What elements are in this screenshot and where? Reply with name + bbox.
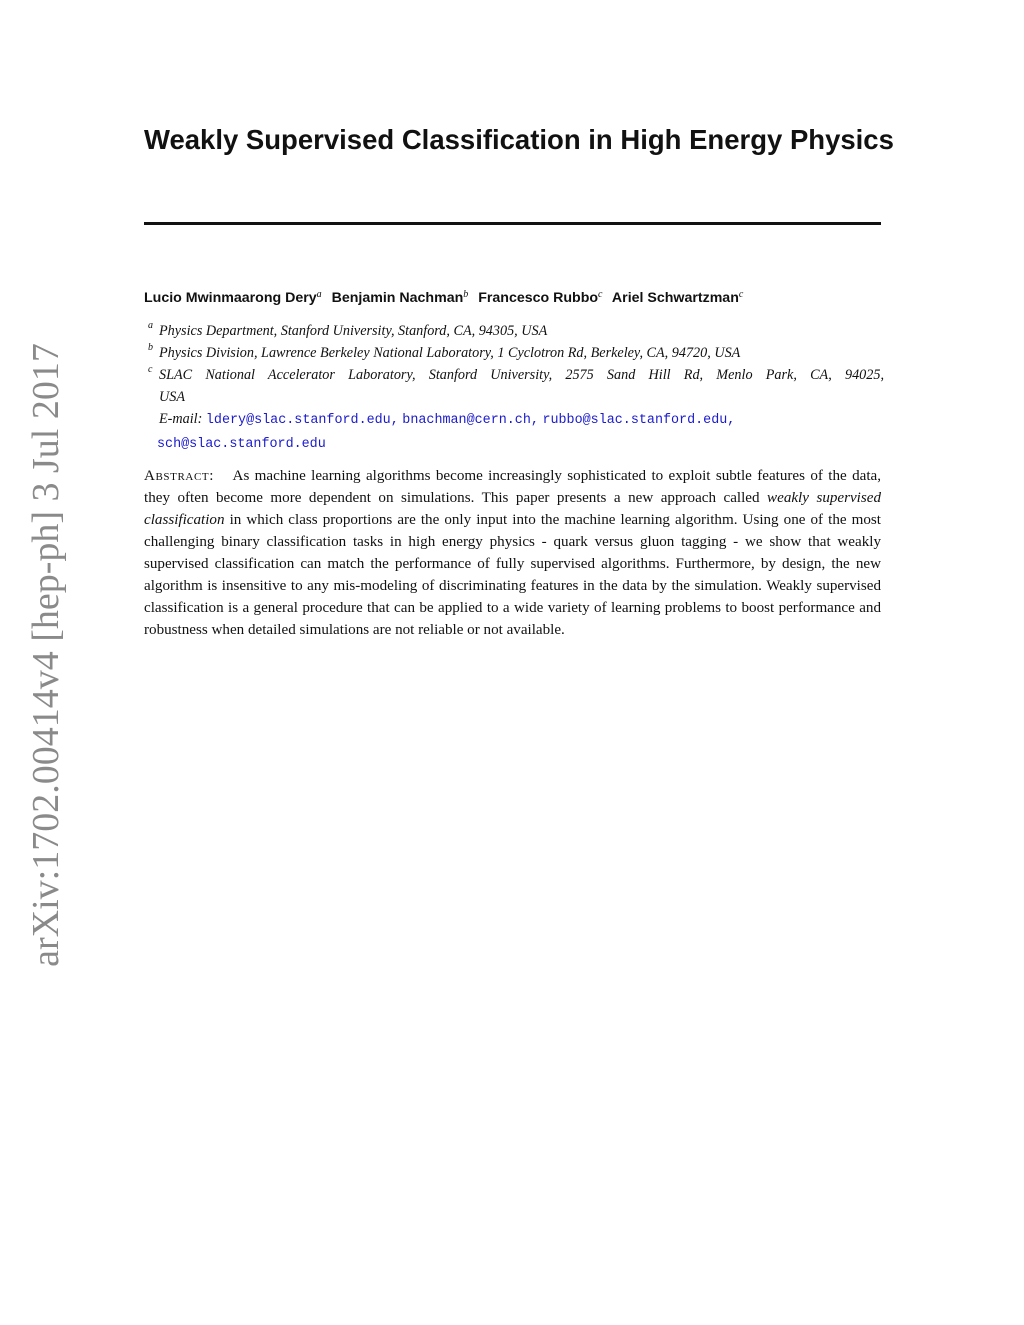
author-name: Benjamin Nachman: [331, 290, 464, 306]
author-name: Lucio Mwinmaarong Dery: [144, 290, 317, 306]
email-line: [148, 408, 884, 432]
abstract-text: As machine learning algorithms become increasingly sophisticated to exploit subtle features of the data, they often become more dependent on simulations. This paper presents a new approach called: [144, 468, 881, 506]
email-label: E-mail:: [159, 411, 203, 427]
affiliation-mark: c: [598, 289, 603, 300]
abstract: [144, 465, 881, 641]
affiliation-text: Physics Department, Stanford University, Stanford, CA, 94305, USA: [159, 323, 548, 339]
email-link[interactable]: rubbo@slac.stanford.edu,: [542, 413, 736, 428]
paper-title: Weakly Supervised Classification in High Energy Physics: [144, 124, 894, 155]
title-rule: [144, 222, 881, 225]
affiliation-mark: c: [738, 289, 744, 300]
abstract-text-continued: in which class proportions are the only input into the machine learning algorithm. Using one of the most challenging binary classification tasks in high energy physics - quark versus gluon tagging - we show that weakly supervised classification can match the performance of fully supervised algorithms. Furthermore, by design, the new algorithm is insensitive to any mis-modeling of discriminating features in the data by the simulation. Weakly supervised classification is a general procedure that can be applied to a wide variety of learning problems to boost performance and robustness when detailed simulations are not reliable or not available.: [144, 512, 881, 638]
affiliation-item: a Physics Department, Stanford University, Stanford, CA, 94305, USA: [148, 320, 548, 339]
affiliation-mark: a: [316, 289, 322, 300]
email-link[interactable]: sch@slac.stanford.edu: [157, 437, 326, 452]
author-list: [144, 290, 884, 306]
email-link[interactable]: bnachman@cern.ch,: [402, 413, 539, 428]
email-line-continued: [148, 432, 884, 456]
affiliation-text-continued: USA: [159, 389, 186, 405]
author-name: Ariel Schwartzman: [611, 290, 739, 306]
affiliations: [148, 320, 884, 456]
arxiv-identifier-stamp: arXiv:1702.00414v4 [hep-ph] 3 Jul 2017: [25, 343, 67, 967]
author-name: Francesco Rubbo: [478, 290, 599, 306]
abstract-label: Abstract:: [144, 468, 215, 484]
affiliation-mark: b: [463, 289, 469, 300]
abstract-emphasis: weakly supervised classification: [144, 490, 881, 528]
affiliation-item: b Physics Division, Lawrence Berkeley National Laboratory, 1 Cyclotron Rd, Berkeley, CA, 94720, USA: [148, 342, 741, 361]
affiliation-text: SLAC National Accelerator Laboratory, Stanford University, 2575 Sand Hill Rd, Menlo Park, CA, 94025,: [159, 367, 884, 383]
affiliation-text: Physics Division, Lawrence Berkeley National Laboratory, 1 Cyclotron Rd, Berkeley, CA, 94720, USA: [159, 345, 741, 361]
email-link[interactable]: ldery@slac.stanford.edu,: [205, 413, 399, 428]
affiliation-item: c SLAC National Accelerator Laboratory, Stanford University, 2575 Sand Hill Rd, Menlo Park, CA, 94025, USA: [148, 364, 884, 408]
